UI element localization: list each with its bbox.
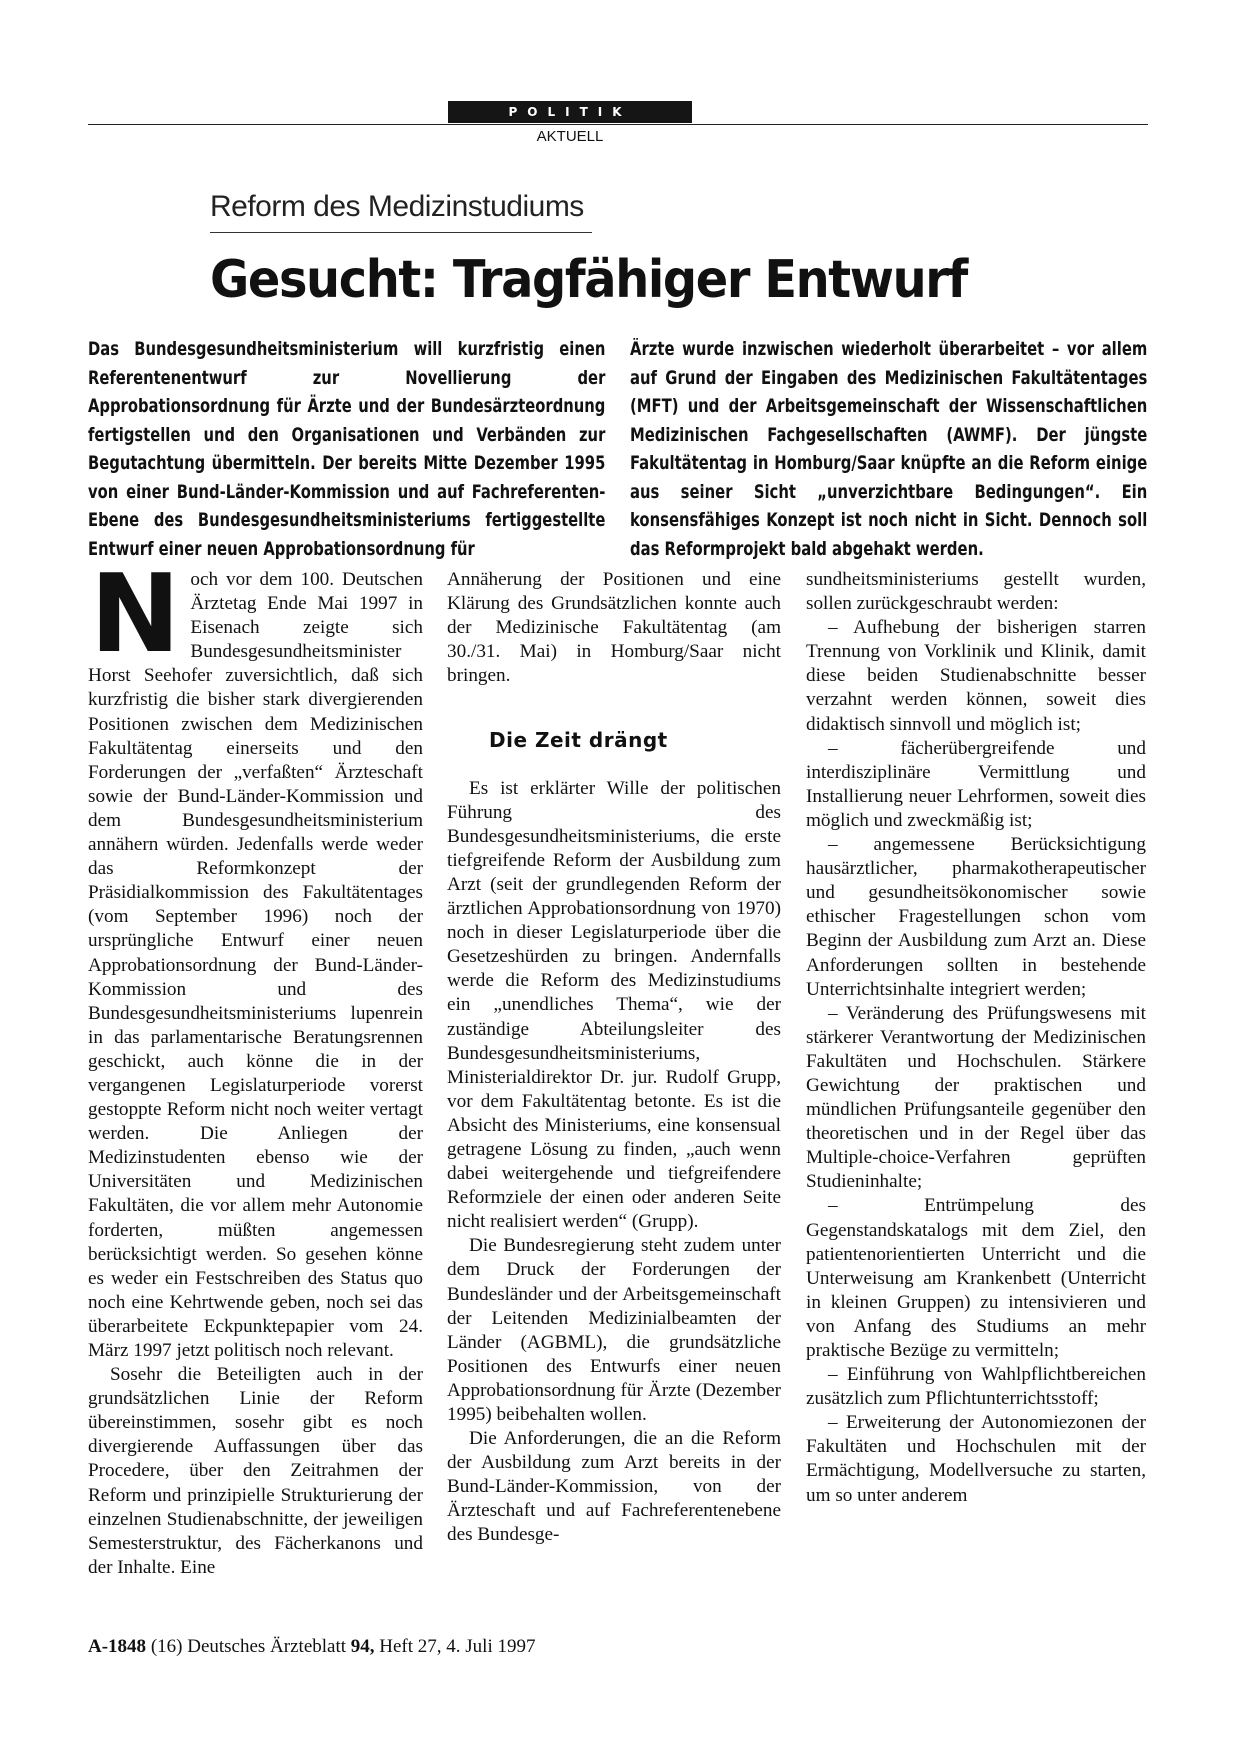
citation-suffix: Heft 27, 4. Juli 1997 bbox=[379, 1636, 536, 1657]
list-item: – Veränderung des Prüfungswesens mit stärkerer Verantwortung der Medizinischen Fakultäten und Hochschulen. Stärkere Gewichtung der praktischen und mündlichen Prüfungsanteile gegenüber den theoretischen und in der Regel über das Multiple-choice-Verfahren geprüften Studieninhalte; bbox=[806, 1002, 1146, 1193]
page-footer bbox=[88, 1636, 536, 1658]
section-label: POLITIK bbox=[448, 101, 692, 123]
subheading: Die Zeit drängt bbox=[489, 728, 668, 753]
header-rule bbox=[88, 124, 1148, 125]
paragraph: Annäherung der Positionen und eine Klärung des Grundsätzlichen konnte auch der Medizinische Fakultätentag (am 30./31. Mai) in Homburg/Saar nicht bringen. bbox=[447, 569, 781, 687]
body-column-3 bbox=[806, 568, 1146, 1508]
body-column-1 bbox=[88, 552, 423, 1580]
article-headline: Gesucht: Tragfähiger Entwurf bbox=[210, 250, 967, 310]
article-kicker: Reform des Medizinstudiums bbox=[210, 190, 584, 223]
list-item: – angemessene Berücksichtigung hausärztlicher, pharmakotherapeutischer und gesundheitsökonomischer sowie ethischer Fragestellungen schon vom Beginn der Ausbildung zum Arzt an. Diese Anforderungen sollten in bestehende Unterrichtsinhalte integriert werden; bbox=[806, 834, 1146, 1000]
lead-left: Das Bundesgesundheitsministerium will kurzfristig einen Referentenentwurf zur Novellierung der Approbationsordnung für Ärzte und der Bundesärzteordnung fertigstellen und den Organisationen und Verbänden zur Begutachtung übermitteln. Der bereits Mitte Dezember 1995 von einer Bund-Länder-Kommission und auf Fachreferenten-Ebene des Bundesgesundheitsministeriums fertiggestellte Entwurf einer neuen Approbationsordnung für bbox=[88, 339, 606, 560]
kicker-underline bbox=[210, 232, 592, 233]
subsection-label: AKTUELL bbox=[536, 128, 604, 145]
page-number: A-1848 bbox=[88, 1636, 147, 1657]
drop-cap: N bbox=[90, 552, 181, 677]
list-item: – Entrümpelung des Gegenstandskatalogs mit dem Ziel, den patientenorientierten Unterricht und die Unterweisung am Krankenbett (Unterricht in kleinen Gruppen) zu intensivieren und von Anfang des Studiums an mehr praktische Bezüge zu vermitteln; bbox=[806, 1195, 1146, 1361]
paragraph: Es ist erklärter Wille der politischen Führung des Bundesgesundheitsministeriums, die erste tiefgreifende Reform der Ausbildung zum Arzt (seit der grundlegenden Reform der ärztlichen Approbationsordnung von 1970) noch in dieser Legislaturperiode über die Gesetzeshürden zu bringen. Andernfalls werde die Reform des Medizinstudiums ein „unendliches Thema“, wie der zuständige Abteilungsleiter des Bundesgesundheitsministeriums, Ministerialdirektor Dr. jur. Rudolf Grupp, vor dem Fakultätentag betonte. Es ist die Absicht des Ministeriums, eine konsensual getragene Lösung zu finden, „auch wenn dabei weitergehende und tiefgreifendere Reformziele der einen oder anderen Seite nicht realisiert werden“ (Grupp). bbox=[447, 777, 781, 1233]
paragraph: Die Bundesregierung steht zudem unter dem Druck der Forderungen der Bundesländer und der Arbeitsgemeinschaft der Leitenden Medizinialbeamten der Länder (AGBML), die grundsätzliche Positionen des Entwurfs einer neuen Approbationsordnung für Ärzte (Dezember 1995) beibehalten wollen. bbox=[447, 1235, 781, 1425]
body-column-2 bbox=[447, 568, 781, 1548]
paragraph: och vor dem 100. Deutschen Ärztetag Ende Mai 1997 in Eisenach zeigte sich Bundesgesundheitsminister Horst Seehofer zuversichtlich, daß sich kurzfristig die bisher stark divergierenden Positionen zwischen dem Medizinischen Fakultätentag einerseits und den Forderungen der „verfaßten“ Ärzteschaft sowie der Bund-Länder-Kommission und dem Bundesgesundheitsministerium annähern würden. Jedenfalls werde weder das Reformkonzept der Präsidialkommission des Fakultätentages (vom September 1996) noch der ursprüngliche Entwurf einer neuen Approbationsordnung der Bund-Länder-Kommission und des Bundesgesundheitsministeriums lupenrein in das parlamentarische Beratungsrennen geschickt, auch könne die in der vergangenen Legislaturperiode vorerst gestoppte Reform nicht noch weiter vertagt werden. Die Anliegen der Medizinstudenten ebenso wie der Universitäten und Medizinischen Fakultäten, die vor allem mehr Autonomie forderten, müßten angemessen berücksichtigt werden. So gesehen könne es weder ein Festschreiben des Status quo noch eine Kehrtwende geben, noch sei das überarbeitete Eckpunktepapier vom 24. März 1997 jetzt politisch noch relevant. bbox=[88, 569, 423, 1361]
paragraph: sundheitsministeriums gestellt wurden, sollen zurückgeschraubt werden: bbox=[806, 569, 1146, 615]
list-item: – Erweiterung der Autonomiezonen der Fakultäten und Hochschulen mit der Ermächtigung, Modellversuche zu starten, um so unter anderem bbox=[806, 1412, 1146, 1506]
list-item: – fächerübergreifende und interdisziplinäre Vermittlung und Installierung neuer Lehrformen, soweit dies möglich und zweckmäßig ist; bbox=[806, 737, 1146, 831]
paragraph: Die Anforderungen, die an die Reform der Ausbildung zum Arzt bereits in der Bund-Länder-Kommission, von der Ärzteschaft und auf Fachreferentenebene des Bundesge- bbox=[447, 1428, 781, 1546]
list-item: – Einführung von Wahlpflichtbereichen zusätzlich zum Pflichtunterrichtsstoff; bbox=[806, 1364, 1146, 1410]
lead-right: Ärzte wurde inzwischen wiederholt überarbeitet – vor allem auf Grund der Eingaben des Medizinischen Fakultätentages (MFT) und der Arbeitsgemeinschaft der Wissenschaftlichen Medizinischen Fachgesellschaften (AWMF). Der jüngste Fakultätentag in Homburg/Saar knüpfte an die Reform einige aus seiner Sicht „unverzichtbare Bedingungen“. Ein konsensfähiges Konzept ist noch nicht in Sicht. Dennoch soll das Reformprojekt bald abgehakt werden. bbox=[630, 339, 1148, 560]
paragraph: Sosehr die Beteiligten auch in der grundsätzlichen Linie der Reform übereinstimmen, sosehr gibt es noch divergierende Auffassungen über das Procedere, über den Zeitrahmen der Reform und prinzipielle Strukturierung der einzelnen Studienabschnitte, der jeweiligen Semesterstruktur, des Fächerkanons und der Inhalte. Eine bbox=[88, 1364, 423, 1578]
citation-volume: 94, bbox=[350, 1636, 375, 1657]
list-item: – Aufhebung der bisherigen starren Trennung von Vorklinik und Klinik, damit diese beiden Studienabschnitte besser verzahnt werden können, soweit dies didaktisch sinnvoll und möglich ist; bbox=[806, 617, 1146, 735]
citation-prefix: (16) Deutsches Ärzteblatt bbox=[150, 1636, 347, 1657]
